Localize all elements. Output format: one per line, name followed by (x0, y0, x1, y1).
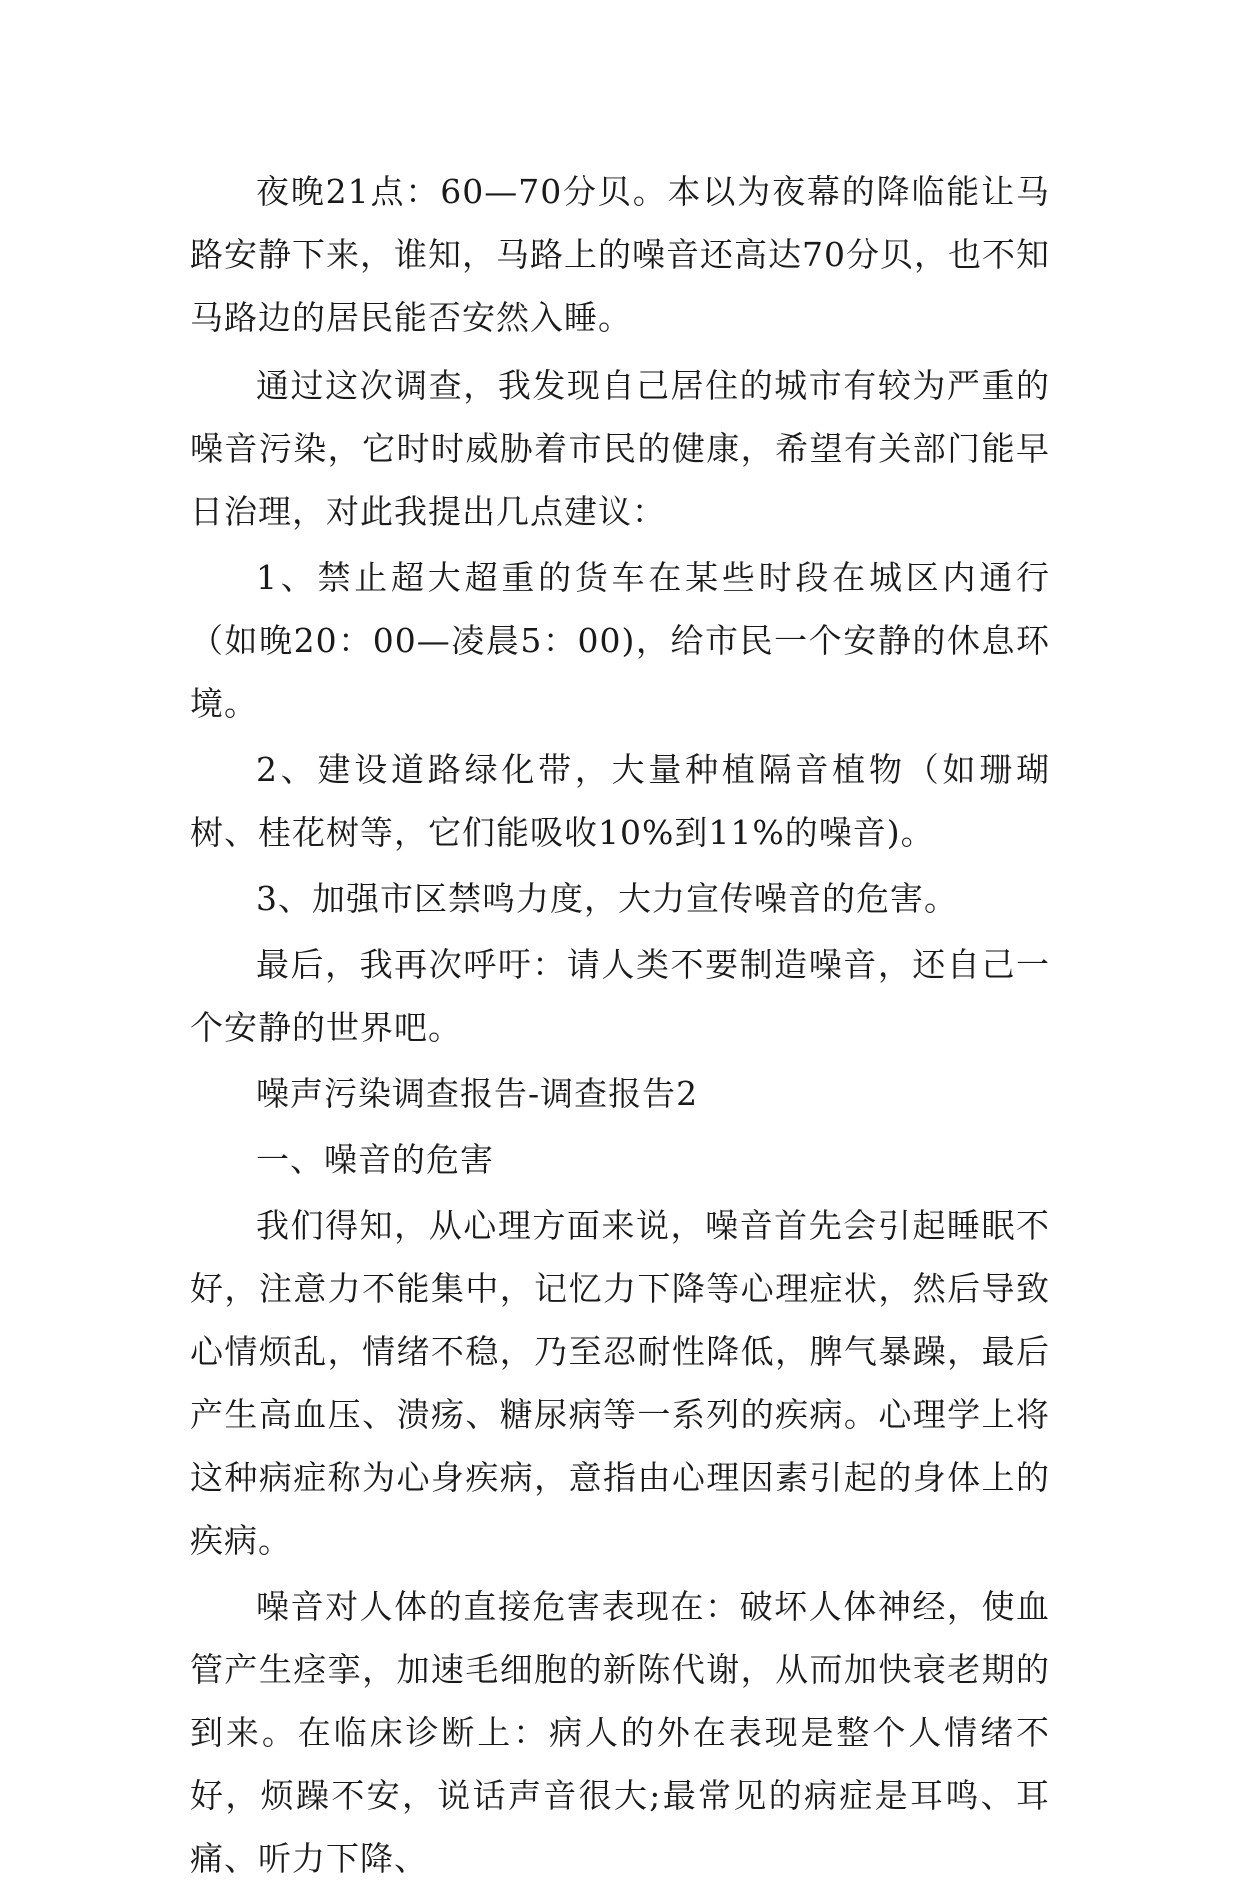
paragraph-suggestion-2: 2、建设道路绿化带，大量种植隔音植物（如珊瑚树、桂花树等，它们能吸收10%到11%的噪音)。 (190, 750, 1050, 852)
paragraph-suggestion-1: 1、禁止超大超重的货车在某些时段在城区内通行（如晚20：00—凌晨5：00)，给市民一个安静的休息环境。 (190, 558, 1050, 723)
paragraph-direct-harm: 噪音对人体的直接危害表现在：破坏人体神经，使血管产生痉挛，加速毛细胞的新陈代谢，从而加快衰老期的到来。在临床诊断上：病人的外在表现是整个人情绪不好，烦躁不安，说话声音很大;最常见的病症是耳鸣、耳痛、听力下降、 (190, 1587, 1050, 1878)
section-heading-noise-harm: 一、噪音的危害 (256, 1140, 494, 1179)
paragraph-night-noise: 夜晚21点：60—70分贝。本以为夜幕的降临能让马路安静下来，谁知，马路上的噪音还高达70分贝，也不知马路边的居民能否安然入睡。 (190, 172, 1050, 337)
document-body (190, 160, 1050, 1893)
paragraph-psychological-effects: 我们得知，从心理方面来说，噪音首先会引起睡眠不好，注意力不能集中，记忆力下降等心理症状，然后导致心情烦乱，情绪不稳，乃至忍耐性降低，脾气暴躁，最后产生高血压、溃疡、糖尿病等一系列的疾病。心理学上将这种病症称为心身疾病，意指由心理因素引起的身体上的疾病。 (190, 1206, 1050, 1560)
report-title: 噪声污染调查报告-调查报告2 (256, 1074, 699, 1113)
paragraph-suggestion-3: 3、加强市区禁鸣力度，大力宣传噪音的危害。 (256, 879, 958, 918)
paragraph-final-appeal: 最后，我再次呼吁：请人类不要制造噪音，还自己一个安静的世界吧。 (190, 945, 1050, 1047)
paragraph-survey-conclusion: 通过这次调查，我发现自己居住的城市有较为严重的噪音污染，它时时威胁着市民的健康，希望有关部门能早日治理，对此我提出几点建议： (190, 366, 1050, 531)
